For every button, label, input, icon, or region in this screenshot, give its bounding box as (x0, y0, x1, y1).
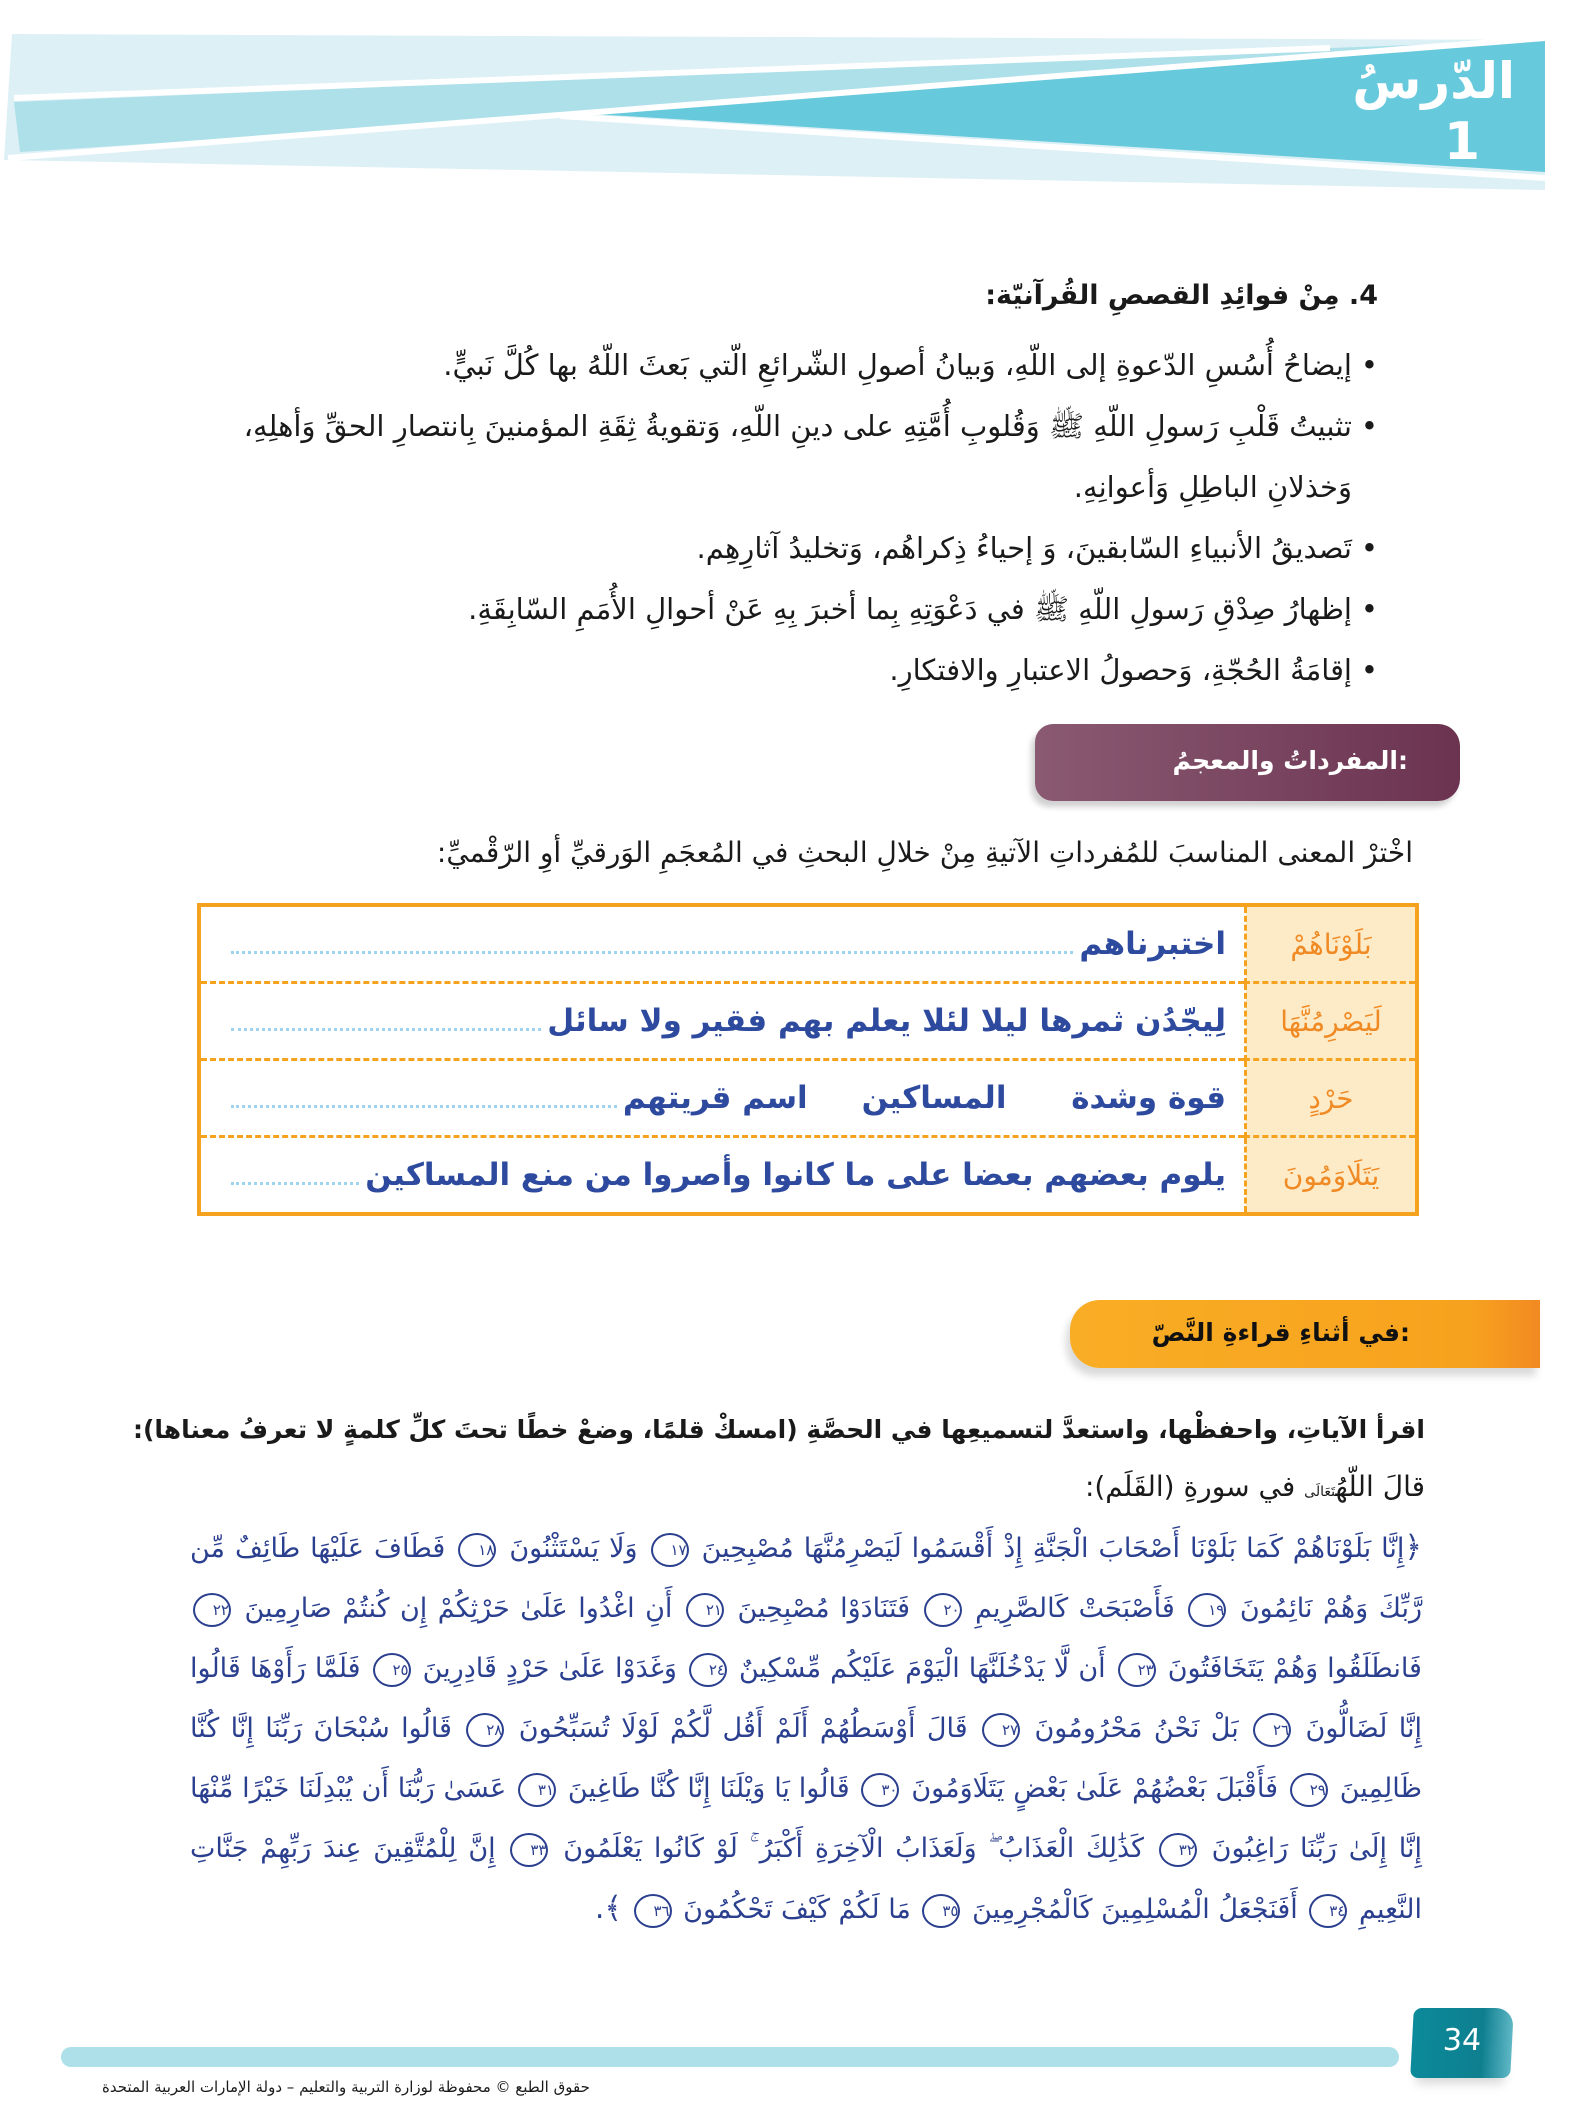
verse-text: أَفَنَجْعَلُ الْمُسْلِمِينَ كَالْمُجْرِمِينَ (972, 1894, 1298, 1925)
verse-number: ٢٦ (1253, 1713, 1291, 1747)
verse-text: مَا لَكُمْ كَيْفَ تَحْكُمُونَ (683, 1894, 911, 1925)
surah-intro (1085, 1470, 1425, 1503)
close-bracket: ﴾. (594, 1891, 622, 1926)
footer-bar (61, 2047, 1399, 2067)
verse-text: بَلْ نَحْنُ مَحْرُومُونَ (1034, 1713, 1239, 1744)
verse-text: فَتَنَادَوْا مُصْبِحِينَ (737, 1593, 911, 1624)
page-number-badge (1410, 2008, 1514, 2078)
table-row (199, 905, 1417, 983)
page-number: 34 (1442, 2023, 1483, 2058)
verse-text: كَذَٰلِكَ الْعَذَابُ ۖ وَلَعَذَابُ الْآخِرَةِ أَكْبَرُ ۚ لَوْ كَانُوا يَعْلَمُونَ (563, 1833, 1145, 1864)
verse-text: فَانطَلَقُوا وَهُمْ يَتَخَافَتُونَ (1167, 1653, 1422, 1684)
verse-number: ١٨ (458, 1533, 496, 1567)
verse-text: إِنَّا بَلَوْنَاهُمْ كَمَا بَلَوْنَا أَصْحَابَ الْجَنَّةِ إِذْ أَقْسَمُوا لَيَصْرِمُنَّهَا مُصْبِحِينَ (701, 1533, 1405, 1564)
answer-field[interactable] (199, 905, 1246, 983)
copyright-text: حقوق الطبع © محفوظة لوزارة التربية والتعليم – دولة الإمارات العربية المتحدة (102, 2078, 590, 2096)
benefits-list (178, 335, 1378, 701)
verse-number: ٣٠ (861, 1773, 899, 1807)
list-item: • إيضاحُ أُسُسِ الدّعوةِ إلى اللّهِ، وَبيانُ أصولِ الشّرائعِ الّتي بَعثَ اللّهُ بها كُلَّ نَبيٍّ. (178, 335, 1378, 396)
open-bracket: ﴿ (1404, 1530, 1422, 1565)
dotted-line (231, 951, 1073, 954)
verse-text: قَالُوا سُبْحَانَ رَبِّنَا إِنَّا كُنَّا ظَالِمِينَ (190, 1713, 1422, 1804)
verse-text: وَغَدَوْا عَلَىٰ حَرْدٍ قَادِرِينَ (422, 1653, 677, 1684)
vocab-word: حَرْدٍ (1246, 1060, 1418, 1137)
verse-number: ٢٧ (982, 1713, 1020, 1747)
verse-number: ١٧ (651, 1533, 689, 1567)
verse-number: ٢٢ (193, 1593, 231, 1627)
verse-number: ٢٤ (689, 1653, 727, 1687)
answer-text: لِيجّدُن ثمرها ليلا لئلا يعلم بهم فقير ولا سائل (547, 1003, 1226, 1039)
verse-number: ٢٨ (466, 1713, 504, 1747)
list-item: • تثبيتُ قَلْبِ رَسولِ اللّهِ ﷺ وَقُلوبِ أُمَّتِهِ على دينِ اللّهِ، وَتقويةُ ثِقَةِ المؤمنينَ بِانتصارِ الحقِّ وَأهلِهِ، وَخذلانِ الباطِلِ وَأعوانِهِ. (178, 396, 1378, 518)
intro-text: قالَ اللّهُ (1335, 1470, 1425, 1503)
reading-instruction: اقرأ الآياتِ، واحفظْها، واستعدَّ لتسميعِها في الحصَّةِ (امسكْ قلمًا، وضعْ خطًا تحتَ كلِّ كلمةٍ لا تعرفُ معناها): (132, 1415, 1425, 1444)
dotted-line (231, 1182, 359, 1185)
reading-section-title: في أثناءِ قراءةِ النَّصّ: (1151, 1318, 1410, 1347)
verse-text: فَلَمَّا رَأَوْهَا قَالُوا إِنَّا لَضَالُّونَ (190, 1653, 1423, 1744)
taala-text: تَعَالَى (1304, 1484, 1336, 1500)
verse-number: ٣٣ (510, 1833, 548, 1867)
verse-text: وَلَا يَسْتَثْنُونَ (509, 1533, 638, 1564)
verse-number: ٢٩ (1290, 1773, 1328, 1807)
verse-number: ٣٥ (922, 1894, 960, 1928)
table-row (199, 1137, 1417, 1215)
vocab-section-title: المفرداتُ والمعجمُ: (1172, 746, 1408, 775)
verse-number: ٣٤ (1309, 1894, 1347, 1928)
table-row (199, 983, 1417, 1060)
answer-text: اختبرناهم (1079, 926, 1226, 962)
vocab-instruction: اخْترْ المعنى المناسبَ للمُفرداتِ الآتيةِ مِنْ خلالِ البحثِ في المُعجَمِ الوَرقيِّ أوِ الرّقْميِّ: (436, 836, 1413, 869)
verse-text: قَالَ أَوْسَطُهُمْ أَلَمْ أَقُل لَّكُمْ لَوْلَا تُسَبِّحُونَ (518, 1713, 968, 1744)
answer-field[interactable] (199, 1137, 1246, 1215)
answer-text: قوة وشدة المساكين اسم قريتهم (622, 1080, 1226, 1116)
verse-number: ٢٠ (924, 1593, 962, 1627)
lesson-banner (0, 0, 1575, 200)
verse-text: فَأَصْبَحَتْ كَالصَّرِيمِ (975, 1593, 1175, 1624)
list-item: • إظهارُ صِدْقِ رَسولِ اللّهِ ﷺ في دَعْوَتِهِ بِما أخبرَ بِهِ عَنْ أحوالِ الأُمَمِ السّابِقَةِ. (178, 579, 1378, 640)
vocab-word: بَلَوْنَاهُمْ (1246, 905, 1418, 983)
verse-text: فَأَقْبَلَ بَعْضُهُمْ عَلَىٰ بَعْضٍ يَتَلَاوَمُونَ (911, 1773, 1278, 1804)
table-row (199, 1060, 1417, 1137)
verse-number: ٣١ (518, 1773, 556, 1807)
verse-number: ٢٥ (373, 1653, 411, 1687)
benefits-heading: 4. مِنْ فوائِدِ القصصِ القُرآنيّة: (985, 280, 1378, 311)
surah-name: في سورةِ (القَلَم): (1084, 1470, 1296, 1503)
vocab-section-tab (1035, 724, 1460, 801)
lesson-number: 1 (1443, 112, 1480, 172)
verse-number: ٢١ (686, 1593, 724, 1627)
vocab-table (197, 903, 1419, 1216)
answer-field[interactable] (199, 1060, 1246, 1137)
verse-number: ٣٦ (634, 1894, 672, 1928)
verse-text: فَطَافَ عَلَيْهَا طَائِفٌ مِّن رَّبِّكَ وَهُمْ نَائِمُونَ (190, 1533, 1422, 1624)
verse-text: عَسَىٰ رَبُّنَا أَن يُبْدِلَنَا خَيْرًا مِّنْهَا إِنَّا إِلَىٰ رَبِّنَا رَاغِبُونَ (190, 1773, 1422, 1864)
verse-text: إِنَّ لِلْمُتَّقِينَ عِندَ رَبِّهِمْ جَنَّاتِ النَّعِيمِ (190, 1833, 1422, 1925)
dotted-line (231, 1028, 541, 1031)
lesson-label: الدّرسُ (1352, 52, 1515, 110)
verse-number: ٢٣ (1118, 1653, 1156, 1687)
quran-verses (190, 1518, 1422, 1940)
verse-text: أَنِ اغْدُوا عَلَىٰ حَرْثِكُمْ إِن كُنتُمْ صَارِمِينَ (244, 1593, 673, 1624)
reading-section-tab (1070, 1300, 1540, 1368)
vocab-word: يَتَلَاوَمُونَ (1246, 1137, 1418, 1215)
list-item: • تَصديقُ الأنبياءِ السّابقينَ، وَ إحياءُ ذِكراهُم، وَتخليدُ آثارِهِم. (178, 518, 1378, 579)
verse-text: أَن لَّا يَدْخُلَنَّهَا الْيَوْمَ عَلَيْكُم مِّسْكِينٌ (738, 1653, 1106, 1684)
verse-number: ٣٢ (1159, 1833, 1197, 1867)
verse-text: قَالُوا يَا وَيْلَنَا إِنَّا كُنَّا طَاغِينَ (567, 1773, 850, 1804)
list-item: • إقامَةُ الحُجّةِ، وَحصولُ الاعتبارِ والافتكارِ. (178, 640, 1378, 701)
vocab-word: لَيَصْرِمُنَّهَا (1246, 983, 1418, 1060)
answer-field[interactable] (199, 983, 1246, 1060)
answer-text: يلوم بعضهم بعضا على ما كانوا وأصروا من منع المساكين (365, 1157, 1226, 1193)
verse-number: ١٩ (1188, 1593, 1226, 1627)
dotted-line (231, 1105, 617, 1108)
